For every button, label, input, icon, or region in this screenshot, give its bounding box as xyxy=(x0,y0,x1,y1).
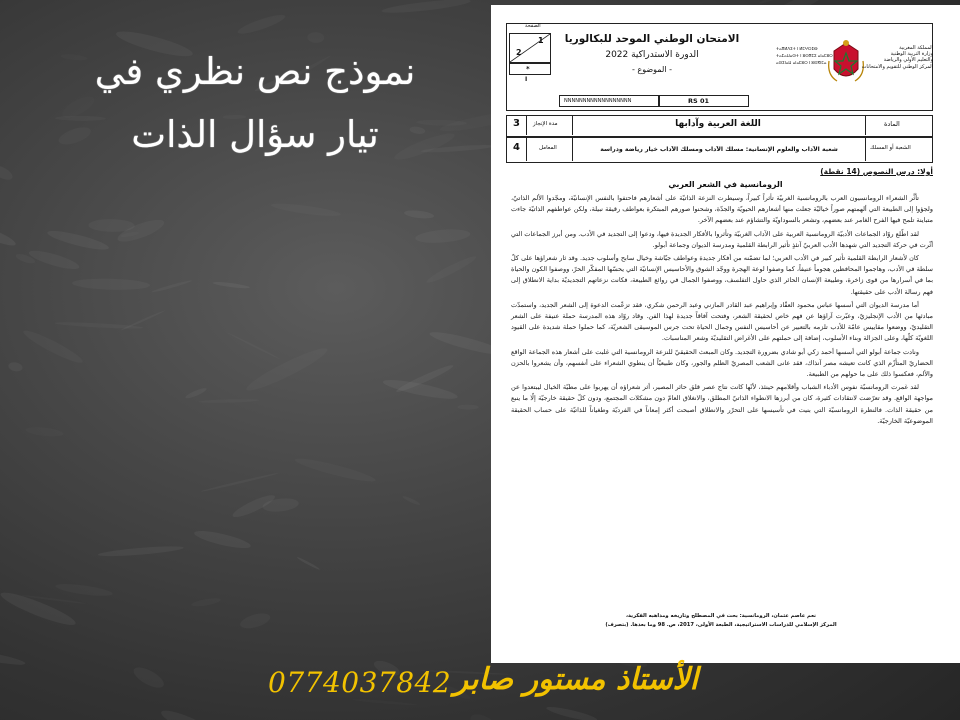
duration-label: مدة الإنجاز xyxy=(533,121,558,127)
code-strip-box xyxy=(559,95,659,107)
chalk-smudge xyxy=(0,222,18,249)
chalk-smudge xyxy=(159,706,217,720)
chalk-smudge xyxy=(468,711,498,720)
duration-label-cell xyxy=(527,116,573,135)
exam-title-block xyxy=(556,30,748,86)
page-number: 1 xyxy=(538,36,544,45)
exam-title: الامتحان الوطني الموحد للبكالوريا xyxy=(564,33,740,45)
page-label: الصفحة xyxy=(525,23,541,29)
chalk-smudge xyxy=(239,611,272,632)
page-number-box xyxy=(509,33,551,63)
chalk-smudge xyxy=(425,253,478,285)
chalk-smudge xyxy=(51,0,107,1)
chalk-smudge xyxy=(200,472,278,493)
code-strip: NNNNNNNNNNNNNNNNNN xyxy=(564,98,632,104)
coef-cell xyxy=(507,138,527,161)
chalk-smudge xyxy=(457,405,478,410)
coef-label-cell xyxy=(527,138,573,161)
chalk-smudge xyxy=(120,310,165,332)
ministry-text xyxy=(863,45,933,70)
chalk-smudge xyxy=(270,201,341,218)
chalk-smudge xyxy=(72,278,150,291)
branch-label: الشعبة أو المسلك xyxy=(870,145,911,151)
chalk-smudge xyxy=(212,281,250,290)
chalk-smudge xyxy=(193,528,252,552)
body-paragraph: لقد غمرت الرومانسيّة نفوس الأدباء الشباب وأقلامهم حينئذ، لأنّها كانت نتاج عصر قلق حائر المصير، أثر شعراؤه أن يهربوا على مطيّة الخيال ليبتعدوا عن مواجهة الواقع. وقد تعرّضت لانتقادات كثيرة، كان من أبرزها الانطواء الذاتيّ المطلق، والانغلاق العامّ دون مشكلات المجتمع، ودون كلّ حقيقة خارجيّة إلّا ما ينبع من حقيقة الذات. فالنظرة الرومانسيّة التي بنيت في تأسيسها على التحرّر والانطلاق أصبحت أكثر إمعاناً في الفرديّة وطغياناً للذاتيّة على حساب الحقيقة الموضوعيّة الخارجيّة. xyxy=(511,383,933,425)
slide-title-line-1: نموذج نص نظري في xyxy=(94,50,416,93)
chalk-smudge xyxy=(0,163,15,183)
chalk-smudge xyxy=(131,663,167,691)
teacher-name: الأستاذ مستور صابر xyxy=(453,662,698,697)
chalk-smudge xyxy=(98,544,184,558)
reference-line: نعم عاصم عثمان، الرومانسية: بحث في المصطلح وتاريخه ومذاهبه الفكرية، xyxy=(626,613,816,619)
coef-label: المعامل xyxy=(539,145,557,151)
teacher-signature xyxy=(262,662,702,708)
ministry-line: المملكة المغربية xyxy=(899,45,933,51)
chalk-smudge xyxy=(307,32,324,44)
body-paragraph: كان لأشعار الرابطة القلمية تأثير كبير في الأدب العربي؛ لما تضمّنه من أفكار جديدة وعواطف جيّاشة وخيال سابح وأسلوب جديد. وقد ثار شعراؤها على كلّ سلطة في الأدب، وهاجموا المحافظين هجوماً عنيفاً، كما وصفوا لوعة الهجرة ووجّد الشوق والأحاسيس الإنسانيّة التي يحسّها المفكّر الحرّ، ووصفوا الكون والحياة بما في أسرارها من قوى زاخرة، وطبيعة الإنسان الحائر الذي حاول التفلسف، ووصفوا الجمال في روائع الطبيعة، فكانت نزعاتهم التجديديّة بداية الانطلاق إلى فهم رسالة الأدب على حقيقتها. xyxy=(511,254,933,296)
exam-session: الدورة الاستدراكية 2022 xyxy=(605,50,699,60)
exam-subject-label: - الموضوع - xyxy=(632,65,672,74)
branch-label-cell xyxy=(865,138,931,161)
chalk-smudge xyxy=(191,597,221,608)
chalk-smudge xyxy=(381,0,471,15)
page-mark-2: I xyxy=(525,76,528,83)
chalk-smudge xyxy=(0,648,26,668)
chalk-smudge xyxy=(55,582,113,599)
tifinagh-line: ⴰⵙⵉⵏⴰⵡ ⴰⵏⴰⵎⵓⵔ ⵏ ⵓⵙⴳⵏⵎⴰ xyxy=(776,60,827,65)
exam-body-text xyxy=(511,193,933,429)
duration-value: 3 xyxy=(513,118,520,129)
chalk-smudge xyxy=(25,426,64,438)
chalk-smudge xyxy=(244,343,331,396)
body-paragraph: ونادت جماعة أبولو التي أسسها أحمد زكي أبو شادي بضرورة التجديد. وكان المبعث الحقيقيّ للنزعة الرومانسية التي غلبت على أشعار هذه الجماعة الواقع الحضاريّ المتأزّم الذي كانت تعيشه مصر آنذاك، فقد عانى الشعب المصريّ الظلم والجور، وكان طبيعيّاً أن ينطوي الشعراء على أنفسهم، وأن يشعروا بالحزن والألم، فعكسوا ذلك على ما حولهم من الطبيعة. xyxy=(511,347,933,379)
text-title: الرومانسية في الشعر العربي xyxy=(668,180,783,189)
chalk-smudge xyxy=(184,386,207,400)
body-paragraph: لقد اطّلع روّاد الجماعات الأدبيّة الرومانسية العربية على الآداب الغربيّة وتأثروا بالأفكار الجديدة فيها، ودعوا إلى التجديد في الأدب. ومن أبرز الجماعات التي أثّرت في حركة التجديد التي شهدها الأدب العربيّ آنئذٍ تأثير الرابطة القلمية ومدرسة الديوان وجماعة أبولو. xyxy=(511,229,933,249)
reference-citation xyxy=(551,612,891,629)
chalk-smudge xyxy=(8,361,24,373)
exam-code: RS 01 xyxy=(688,97,709,105)
coef-value: 4 xyxy=(513,142,520,153)
chalk-smudge xyxy=(46,227,110,253)
chalk-smudge xyxy=(294,455,377,485)
body-paragraph: تأثَّر الشعراء الرومانسيون العرب بالرومانسية الغربيّة تأثراً كبيراً، وسيطرت النزعة الذاتيّة على أشعارهم فاحتفوا بالنفس الإنسانيّة، ومجّدوا الألم الذاتيّ، ولجؤوا إلى الطبيعة التي ألهمتهم صوراً خياليّة جعلت منها أشعارهم الحيويّة والجدّة، وشحنوا صورهم المبتكرة بعواطف رقيقة نبيلة، ولكن عواطفهم الذاتيّة جاءت متباينة تلمح فيها الفرح الغامر عند بعضهم، وتشعر بالسوداويّة والتشاؤم عند بعضهم الآخر. xyxy=(511,194,933,225)
chalk-smudge xyxy=(21,327,85,367)
subject-row xyxy=(506,115,933,137)
slide-title-line-2: تيار سؤال الذات xyxy=(131,113,379,156)
branch-row xyxy=(506,137,933,163)
duration-cell xyxy=(507,116,527,135)
ministry-line: والتعليم الأولي والرياضة xyxy=(883,57,933,64)
page-mark-box xyxy=(509,63,551,75)
chalk-smudge xyxy=(404,209,435,220)
subject-label: المادة xyxy=(884,120,900,128)
chalk-smudge xyxy=(402,495,421,506)
page-total: 2 xyxy=(516,48,522,57)
body-paragraph: أما مدرسة الديوان التي أسسها عباس محمود العقّاد وإبراهيم عبد القادر المازني وعبد الرحمن شكري، فقد تزعّمت الدعوة إلى الشعر الجديد، واستمدّت مبادئها من الأدب الإنجليزيّ، وعبّرت آراؤها عن فهم خاص لحقيقة الشعر، وفتحت آفاقاً جديدة لهذا الفن. وقاد روّاد هذه المدرسة حملة عنيفة على الشعر التقليديّ، ووضعوا مقاييس عامّة للأدب تلزمه بالتعبير عن أحاسيس النفس وجمال الحياة تحت جرس الموسيقى الشعريّة، كما حملوا حملة شديدة على القيود اللغويّة كلّها، وعلى الجزالة وبناء الأسلوب، إضافة إلى حملتهم على الأغراض التقليديّة وشعر المناسبات. xyxy=(511,300,933,343)
subject-label-cell xyxy=(865,116,931,135)
tifinagh-text xyxy=(776,45,833,66)
chalk-smudge xyxy=(198,398,259,403)
chalk-smudge xyxy=(0,588,78,630)
chalk-smudge xyxy=(27,247,80,272)
exam-document-scan xyxy=(491,5,960,663)
chalk-smudge xyxy=(88,219,135,233)
reference-line: المركز الإسلامي للدراسات الاستراتيجية، الطبعة الأولى، 2017، ص. 98 وما بعدها. (بتصرف) xyxy=(605,621,837,628)
chalk-smudge xyxy=(415,227,471,244)
moroccan-emblem-icon xyxy=(827,39,865,85)
subject-value: اللغة العربية وآدابها xyxy=(675,119,761,129)
page-mark: * xyxy=(526,65,530,73)
tifinagh-line: ⵜⴰⵎⴰⵡⴰⵙⵜ ⵏ ⵓⵙⴳⵎⵉ ⴰⵏⴰⵎⵓⵔ xyxy=(776,53,833,58)
chalk-smudge xyxy=(227,332,281,360)
tifinagh-line: ⵜⴰⴳⵍⴷⵉⵜ ⵏ ⵍⵎⵖⵔⵉⴱ xyxy=(776,46,818,51)
chalk-smudge xyxy=(151,279,193,293)
section-heading: أولا: درس النصوص (14 نقطة) xyxy=(820,167,933,176)
ministry-line: وزارة التربية الوطنية xyxy=(890,51,933,58)
exam-code-box xyxy=(659,95,749,107)
chalk-smudge xyxy=(236,11,287,36)
branch-value: شعبة الآداب والعلوم الإنسانية: مسلك الآداب ومسلك الآداب خيار رياضة ودراسة xyxy=(600,146,838,153)
ministry-line: المركز الوطني للتقويم والامتحانات xyxy=(861,63,933,70)
teacher-phone: 0774037842 xyxy=(268,666,452,699)
chalk-smudge xyxy=(296,556,320,571)
